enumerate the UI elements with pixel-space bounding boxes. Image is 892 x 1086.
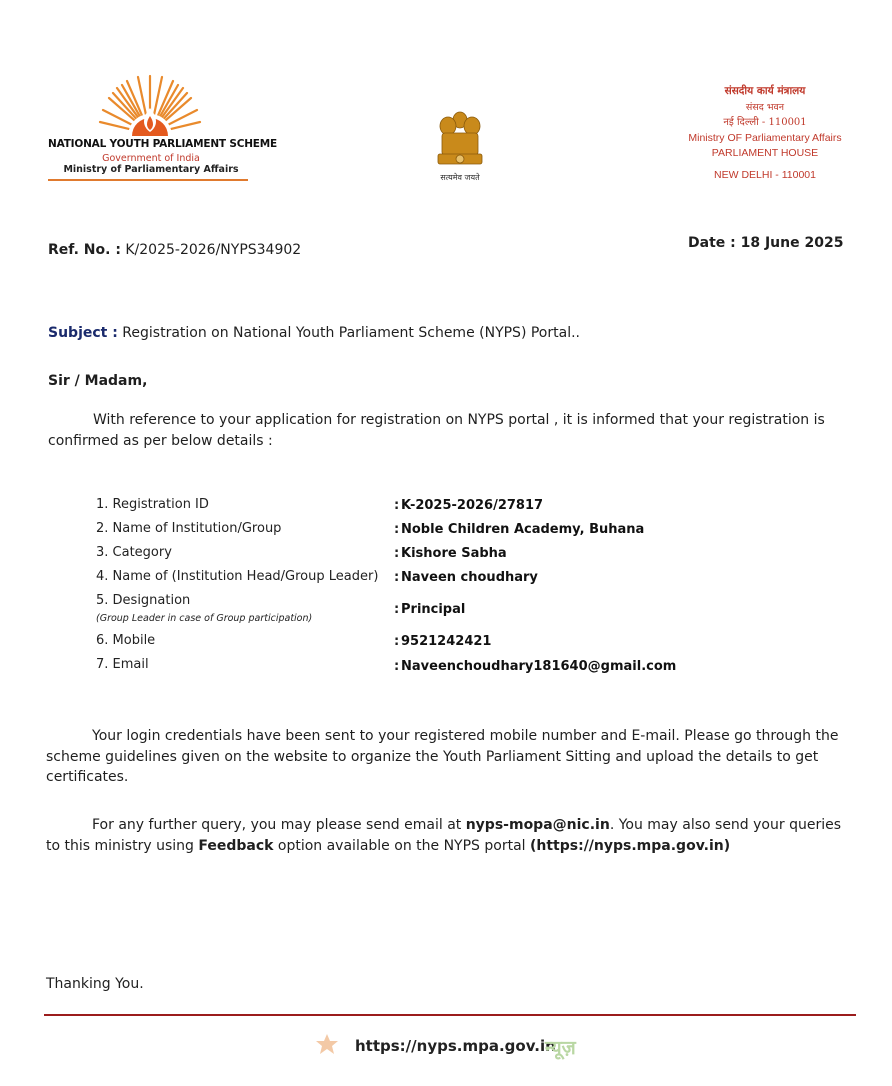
- logo-title: NATIONAL YOUTH PARLIAMENT SCHEME: [48, 138, 277, 150]
- watermark-text: न्यूज़: [545, 1037, 576, 1059]
- detail-colon: :: [394, 546, 400, 561]
- detail-label-registration-id: 1. Registration ID: [96, 497, 209, 512]
- detail-colon: :: [394, 634, 400, 649]
- detail-label-head-name: 4. Name of (Institution Head/Group Leader): [96, 569, 379, 584]
- feedback-link[interactable]: Feedback: [198, 838, 274, 854]
- sun-flame-icon: [98, 72, 202, 138]
- ministry-address: [640, 84, 890, 183]
- detail-colon: :: [394, 522, 400, 537]
- support-email-link[interactable]: nyps-mopa@nic.in: [465, 817, 610, 833]
- credentials-paragraph: Your login credentials have been sent to your registered mobile number and E-mail. Please go through the scheme guidelines given on the website to organize the Youth Parliament Sitting and upload the details to get certificates.: [46, 728, 839, 785]
- address-hi-city: नई दिल्ली - 110001: [723, 117, 807, 128]
- detail-colon: :: [394, 498, 400, 513]
- address-hi-house: संसद भवन: [745, 101, 785, 113]
- detail-value-institution: Noble Children Academy, Buhana: [401, 522, 645, 537]
- detail-value-mobile: 9521242421: [401, 634, 492, 649]
- subject-label: Subject :: [48, 325, 118, 341]
- query-text-3: option available on the NYPS portal: [273, 838, 530, 854]
- detail-colon: :: [394, 570, 400, 585]
- logo-ministry: Ministry of Parliamentary Affairs: [63, 164, 239, 175]
- subject-line: [48, 325, 580, 341]
- detail-value-registration-id: K-2025-2026/27817: [401, 498, 544, 513]
- detail-label-email: 7. Email: [96, 657, 149, 672]
- closing-line: Thanking You.: [46, 976, 144, 992]
- detail-value-category: Kishore Sabha: [401, 546, 507, 561]
- salutation: Sir / Madam,: [48, 373, 148, 389]
- address-en-city: NEW DELHI - 110001: [714, 168, 816, 181]
- address-en-ministry: Ministry OF Parliamentary Affairs: [688, 131, 842, 144]
- query-text-2: . You may also send your queries to this ministry using: [46, 817, 841, 854]
- emblem-motto: सत्यमेव जयते: [440, 173, 480, 182]
- reference-label: Ref. No. :: [48, 242, 121, 258]
- detail-sublabel-designation: (Group Leader in case of Group participation): [96, 613, 313, 624]
- reference-number: [48, 242, 301, 258]
- letter-date: Date : 18 June 2025: [688, 235, 844, 251]
- intro-paragraph: With reference to your application for registration on NYPS portal , it is informed that your registration is confirmed as per below details :: [48, 412, 825, 449]
- detail-value-email: Naveenchoudhary181640@gmail.com: [401, 659, 677, 674]
- portal-url-link[interactable]: (https://nyps.mpa.gov.in): [529, 838, 731, 854]
- nyps-logo: [46, 70, 277, 185]
- detail-colon: :: [394, 602, 400, 617]
- detail-value-designation: Principal: [401, 602, 466, 617]
- detail-colon: :: [394, 659, 400, 674]
- detail-label-category: 3. Category: [96, 545, 172, 560]
- logo-divider: [48, 179, 248, 181]
- query-paragraph: [46, 815, 846, 857]
- reference-value: K/2025-2026/NYPS34902: [120, 242, 302, 258]
- detail-value-head-name: Naveen choudhary: [401, 570, 538, 585]
- address-en-house: PARLIAMENT HOUSE: [711, 147, 819, 159]
- watermark-logo-icon: [312, 1032, 342, 1058]
- footer-portal-url[interactable]: https://nyps.mpa.gov.in: [355, 1037, 556, 1055]
- logo-government: Government of India: [102, 153, 200, 164]
- detail-label-institution: 2. Name of Institution/Group: [96, 521, 282, 536]
- footer-divider: [44, 1014, 856, 1016]
- detail-label-mobile: 6. Mobile: [96, 633, 156, 648]
- address-hi-ministry: संसदीय कार्य मंत्रालय: [724, 85, 806, 97]
- detail-label-designation: 5. Designation: [96, 593, 191, 608]
- subject-text: Registration on National Youth Parliament Scheme (NYPS) Portal..: [117, 325, 580, 341]
- query-text-1: For any further query, you may please send email at: [92, 817, 466, 833]
